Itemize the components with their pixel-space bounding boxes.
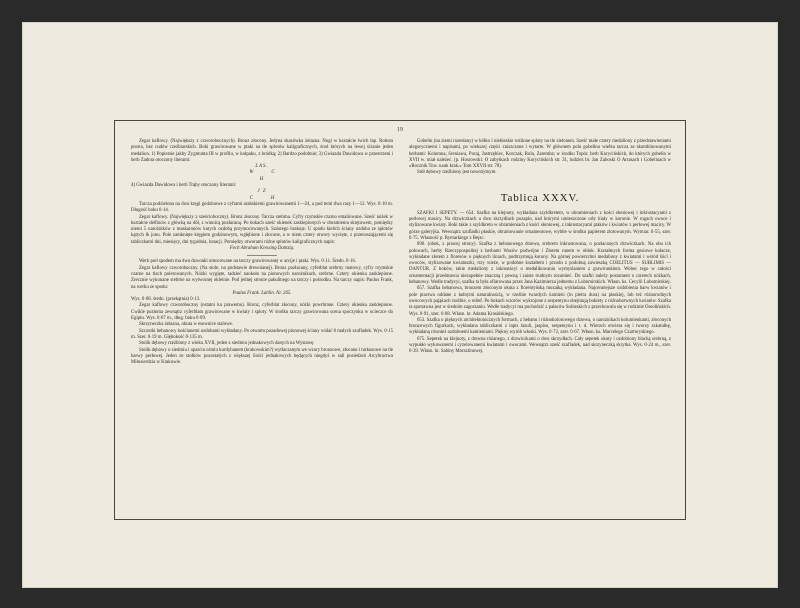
paragraph: Szczotki bebanowy kośćianemi ozdobami wykładany. Po otwartu pozadowej pionowej ściany widać 8 małych szufladek. Wys. 0·15 m. Szer. 0·19 m. Głębokość 0·135 m. xyxy=(131,328,393,340)
paragraph: 4) Gwiazda Dawidowa i herb Trąby otoczony literami: xyxy=(131,183,237,189)
paragraph: Stolik dębowy o siedmiu i oparciu ośmiu kurdybanem (krakowskim?) wytłaczanym we wzory bronzowe, złocone i turkusowe na tle barwy perłowej. Jeden ze stołków pozostałych z większej ilości jednakowych będących niegdyś w sali posiedzeń Arcybractwa Miłosierdzia w Krakowie. xyxy=(131,347,393,366)
inscription: Fecit Abraham Kressing Dantzig. xyxy=(229,246,295,252)
monogram-letters-top: LAS. xyxy=(255,164,269,170)
paragraph: Zegar kaflowy czworoboczny. (Na stole, na podstawie drewnianej). Bronz pozłacany, cyferblat srebrny matowy, cyfry rzymskie czarne na tlach polerowanych. Nóżki wygięte, tadzieć naokoło na pionowych narożnikach, srebrne. Cztery okienka zasklepione. Zrecznie wykonane srebrne na wytwornej okleinie. Pod jednej stronie pakulinego na tarczy i pośrodku. Na tarczy napis: Paulus Frank, na werku ze spodu: xyxy=(131,265,393,290)
paragraph: 653. Szafka o pięknych architektonicznych formach, z hebanu i różnokolorowego drzewa, o narożnikach kolumienkami, złoconych bronzowych figurkach, wykładana tabliczkami z lapis lazuli, jaspisu, serpentynu i t. d. Wierzch otwiera się i tworzy szkatułkę, wykładaną również ozdobnemi kamieniami. Piękny wyrób włoski. Wys. 0·72, szer. 0·67. Własn. ks. Marcelego Czartoryskiego. xyxy=(409,317,671,336)
monogram-letter: C xyxy=(249,195,253,201)
right-column xyxy=(409,139,671,356)
paragraph: Skrzyneczka żelazna, okuta w esownice stalowe. xyxy=(139,322,233,328)
paragraph: Wys. 0·08. średn. (przekątnia) 0·13. xyxy=(131,297,201,303)
paragraph: Stolik dębowy rzeźbiony z wieku XVII, jeden z siedmiu jednakowych danych na Wystawę. xyxy=(139,341,315,347)
paragraph: 890. (obok, z prawej strony). Szafka z hebanowego drzewa, srebrem inkrustowana, o pozłacanych drzwiczkach. Na obu ich połowach, herby Rzeczypospolitej z herbami Wazów podwójne i Złotem runem w obłok. Kształtnych forma gesiowe kołacze, wykładane złotem z floresów o pięknych liniach, podtrzymują korony. Na górnej powierzchni medaliony z kwiatami i wśród liści i owoców, stylizowane kwiatuszki, trzy wieże, w podobne kształtem i przodu z podobną zawieszką COELITUS — SUBLIMIS — DANTUR. Z boków, takie medaliony z inkrustacyi o medalikowaniu wymyslaniem z grawirunkiem. Wobec tego w całości ornamentacji przedstawia niezupełnie znaczną i pewną i zaiste trudnym rozumieć. Do szafki należy postument o czterech nóżkach, hebanowy. Wedle tradycyi, szafka ta była ofiarowana przez Jana Kazimierza jednemu z Lubomirskich. Własn. ks. Cecylii Lubomirskiej. xyxy=(409,242,671,286)
section-heading: Tablica XXXV. xyxy=(500,191,580,204)
monogram-letter: W xyxy=(249,170,254,176)
page-frame xyxy=(114,120,686,520)
paragraph: Stół dębowy rzeźbiony jest nowożytnym. xyxy=(417,170,497,176)
paragraph: 657. Szafka hebanowa, bronzem złoconym okuta z florentyńską mozaiką wykładana. Najcenniejsze ozdobienia barw kwiatów i pole ptactwa oddane z ładnymi naturalnością, w rzeźbie twardych kamieni (in pietra dura) na płaskiej, lub też różnorodnych owocowych pająkach rzeźbie, o relief. Po bokach wzorów wykrojone z serpentynu obejmują bukiety z różnobarwnych kwiatów. Szafka ta spotrawna jest w średnim zagorzaniu. Wedle tradycyi ma pochodzić z pałaców Sobieskich z przechowala się w rodzinie Ossolińskich. Wys. 0·91, szer. 0·88. Własn. hr. Adama Krasińskiego. xyxy=(409,286,671,317)
left-column xyxy=(131,139,393,366)
monogram-letter: H xyxy=(270,195,275,201)
divider xyxy=(247,255,277,256)
paragraph: Tarcza podzielona na dwa kręgi godzinowe z cyframi arabskiemi grawirowanemi 1—24, a pod temi dwa razy 1—12. Wys. 0·10 m. Długość boku 0·14. xyxy=(131,201,393,214)
monogram-letters-bottom: H xyxy=(259,176,265,182)
paragraph: Werk pod spodem ma dwa dzwonki umocowane na tarczy grawirowanej w arcije i ptaki. Wys. 0·11. Średn. 0·16. xyxy=(139,259,356,265)
paragraph: 675. Sepetek na klejnoty, z drewna różanego, z drzwiczkami o dwu skrzydłach. Cały sepetek okuty i ozdobiony blachą srebrną, z wypukło wykuwanemi i cyzelowanemi kwiatami i owocami. Wewnątrz sześć szufladek, nad skrzyneczką skrytka. Wys. 0·24 m., szer. 0·39. Własn. hr. Sabiny Morsztinowej. xyxy=(409,336,671,355)
inscription: Paulus Frank. Lublin. Nr. 265. xyxy=(232,290,292,296)
paragraph: Zegar kaflowy. (Największy z sześcioboczny). Bronz złocony. Tarcza srebrna. Cyfry rzymskie czarno emaliowane. Sześć nóżek w kształcie delfinów z główką na dół, z winnicą pozłacaną. Po bokach sześć okienek zasklepionych w obramieniu skrętowem, pomiędzy niemi 5 narożników z maskaronów kutych ozdobą przymocowanych. Szóstego brakuje. U spodu kielich ściany ozdoba ze splotów kątych & jonu. Pole zamknięte kręgiem godzinowym, wgłębione i złocone, a w niem cztery otwory wycięte, z przenoszającemi się tabliczkami dni, miesięcy, dni tygodnia, lunacji. Pomiędzy otworami różne splotów kaligraficznych napis: xyxy=(131,214,393,245)
monogram-letters-top: J Z xyxy=(257,189,267,195)
paragraph: Zegar kaflowy czworoboczny (ostatni ku prawemu). Bronz, cyferblat złocony, nóżki powrbrane. Cztery okienka zasklepione. Cwikle pozłoma zewnątrz cyferblatu grawirowane w kwiaty i sploty. W środku tarczy grawirowana scena spoczynku w ucieczce do Egiptu. Wys. 0·07 m., dług. boku 0·09. xyxy=(131,303,393,322)
page-sheet xyxy=(22,22,778,588)
paragraph: Gobelin (na ziemi rozesłany) w kółko i niebieskie roślinne sploty na tle zielonem. Sześć małe cztery medaliony z przedstawieniami alegorycznemi i napisami, po wiekszej części zniszczone i wytarte. W głównem polu gobelinu wielka tarcza ze skombinowanymi herbami: Kolumna, Sreniawa, Poraj, Jastrzębiec, Korczak, Rola, Zaremba; w środku Topór, herb Korycińskich, do których gobelin w XVII w. miał należeć. (p. Hosrowski: O zabytkach rodziny Korycińskich str. 31, tudzież br. Jan Zaboski O Arrasach i Gobelinach w »Rocznik Tow. nauk krak.« Tom XXVII str. 78). xyxy=(409,139,671,170)
paragraph: Zegar kaflowy. (Największy z czworobocznych). Bronz złocony. Jedyna skazówka żelazna. Nogi w kształcie lwich łap. Robota prosta, bez cudów rzeźbiarskich. Boki grawirowane w ptaki na tle splotów kaligraficznych, środ których na lewej ścianie jeden medalion. 1) Popiersie jakby Zygmunta III w profilu, w kołpaku, z bródką; 2) Bardzo podobnie; 3) Gwiazda Dawidowa w przestrzeni i herb Zadora otoczony literami: xyxy=(131,139,393,163)
page-number: 19 xyxy=(397,127,403,133)
monogram-letter: C xyxy=(271,170,275,176)
paragraph: SZAFKI I SEPETY. — 654. Szafka na klejnoty, wykładana szyldkretem, w obramieniach z kości słoniowej i inkrustacyami z perłowej masicy. Na drzwiczkach u dwu skrzydłach pozaplo, nad którymi umieszczone orły biały w koronie. W rogach owoce i stylizowane kwiaty. Boki takie z szyldkretu w obramieniach z kości słoniowej, z inkrustacyami ptaków i kwiatów z perłowej macicy. W górze galeryjka. Wewnątrz szufladki płaskie, obramowanie ornamentowe, wybite w środku papierem zlotowanym. Wymiar. 0·55, szer. 0·75. Własność p. Rymarkiego z Bejsc. xyxy=(409,210,671,241)
